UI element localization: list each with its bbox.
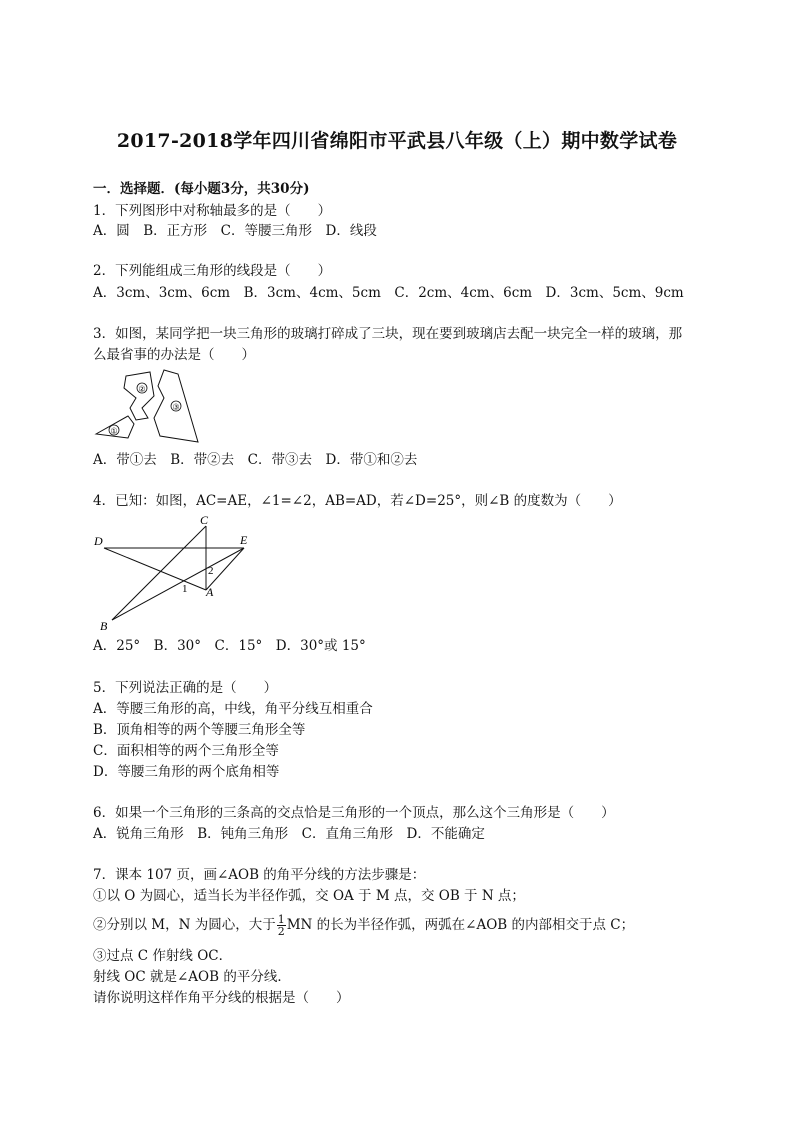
label-angle-2: 2 (208, 565, 214, 577)
fraction-numerator: 1 (277, 913, 285, 926)
q3-stem-line1: 3．如图，某同学把一块三角形的玻璃打碎成了三块，现在要到玻璃店去配一块完全一样的玻璃，那 (93, 326, 683, 342)
label-A: A (206, 585, 214, 599)
q7-line5: 请你说明这样作角平分线的根据是（ ） (93, 990, 350, 1006)
q3-stem-line2: 么最省事的办法是（ ） (93, 347, 255, 363)
q7-step2-pre: ②分别以 M，N 为圆心，大于 (93, 917, 276, 933)
label-E: E (240, 533, 248, 547)
segment-DA (104, 548, 206, 590)
q7-line4: 射线 OC 就是∠AOB 的平分线． (93, 969, 291, 985)
q7-stem: 7．课本 107 页，画∠AOB 的角平分线的方法步骤是： (93, 867, 426, 883)
q3-broken-glass-figure (92, 368, 204, 446)
glass-piece-2 (124, 372, 154, 420)
segment-BE (112, 548, 244, 620)
q1-options: A．圆 B．正方形 C．等腰三角形 D．线段 (93, 223, 377, 239)
q1-stem: 1．下列图形中对称轴最多的是（ ） (93, 203, 332, 219)
q7-step2-post: MN 的长为半径作弧，两弧在∠AOB 的内部相交于点 C； (286, 917, 635, 933)
q7-step3: ③过点 C 作射线 OC． (93, 948, 233, 964)
label-piece-1: ① (110, 426, 118, 436)
q7-step2 (93, 914, 634, 937)
q7-step1: ①以 O 为圆心，适当长为半径作弧，交 OA 于 M 点，交 OB 于 N 点； (93, 888, 525, 904)
q5-option-c: C．面积相等的两个三角形全等 (93, 743, 279, 759)
q3-options: A．带①去 B．带②去 C．带③去 D．带①和②去 (93, 452, 418, 468)
label-B: B (100, 619, 108, 633)
q5-option-b: B．顶角相等的两个等腰三角形全等 (93, 722, 306, 738)
label-D: D (94, 534, 103, 548)
q4-stem: 4．已知：如图，AC=AE，∠1=∠2，AB=AD，若∠D=25°，则∠B 的度数为（ ） (93, 493, 622, 509)
label-piece-3: ③ (172, 402, 180, 412)
q6-options: A．锐角三角形 B．钝角三角形 C．直角三角形 D．不能确定 (93, 826, 485, 842)
q2-options: A．3cm、3cm、6cm B．3cm、4cm、5cm C．2cm、4cm、6cm D．3cm、5cm、9cm (93, 285, 684, 301)
q2-stem: 2．下列能组成三角形的线段是（ ） (93, 263, 332, 279)
q4-options: A．25° B．30° C．15° D．30°或 15° (93, 638, 366, 654)
q4-triangle-figure (92, 510, 262, 635)
label-piece-2: ② (138, 384, 146, 394)
q6-stem: 6．如果一个三角形的三条高的交点恰是三角形的一个顶点，那么这个三角形是（ ） (93, 805, 615, 821)
q5-stem: 5．下列说法正确的是（ ） (93, 680, 278, 696)
label-angle-1: 1 (182, 583, 188, 595)
fraction-denominator: 2 (277, 925, 285, 938)
q5-option-a: A．等腰三角形的高，中线，角平分线互相重合 (93, 701, 373, 717)
q5-option-d: D．等腰三角形的两个底角相等 (93, 764, 280, 780)
fraction-one-half (277, 914, 286, 937)
segment-BC (112, 526, 206, 620)
section-heading: 一．选择题．(每小题3分，共30分) (93, 181, 310, 197)
label-C: C (200, 513, 209, 527)
page-title: 2017-2018学年四川省绵阳市平武县八年级（上）期中数学试卷 (116, 130, 678, 152)
